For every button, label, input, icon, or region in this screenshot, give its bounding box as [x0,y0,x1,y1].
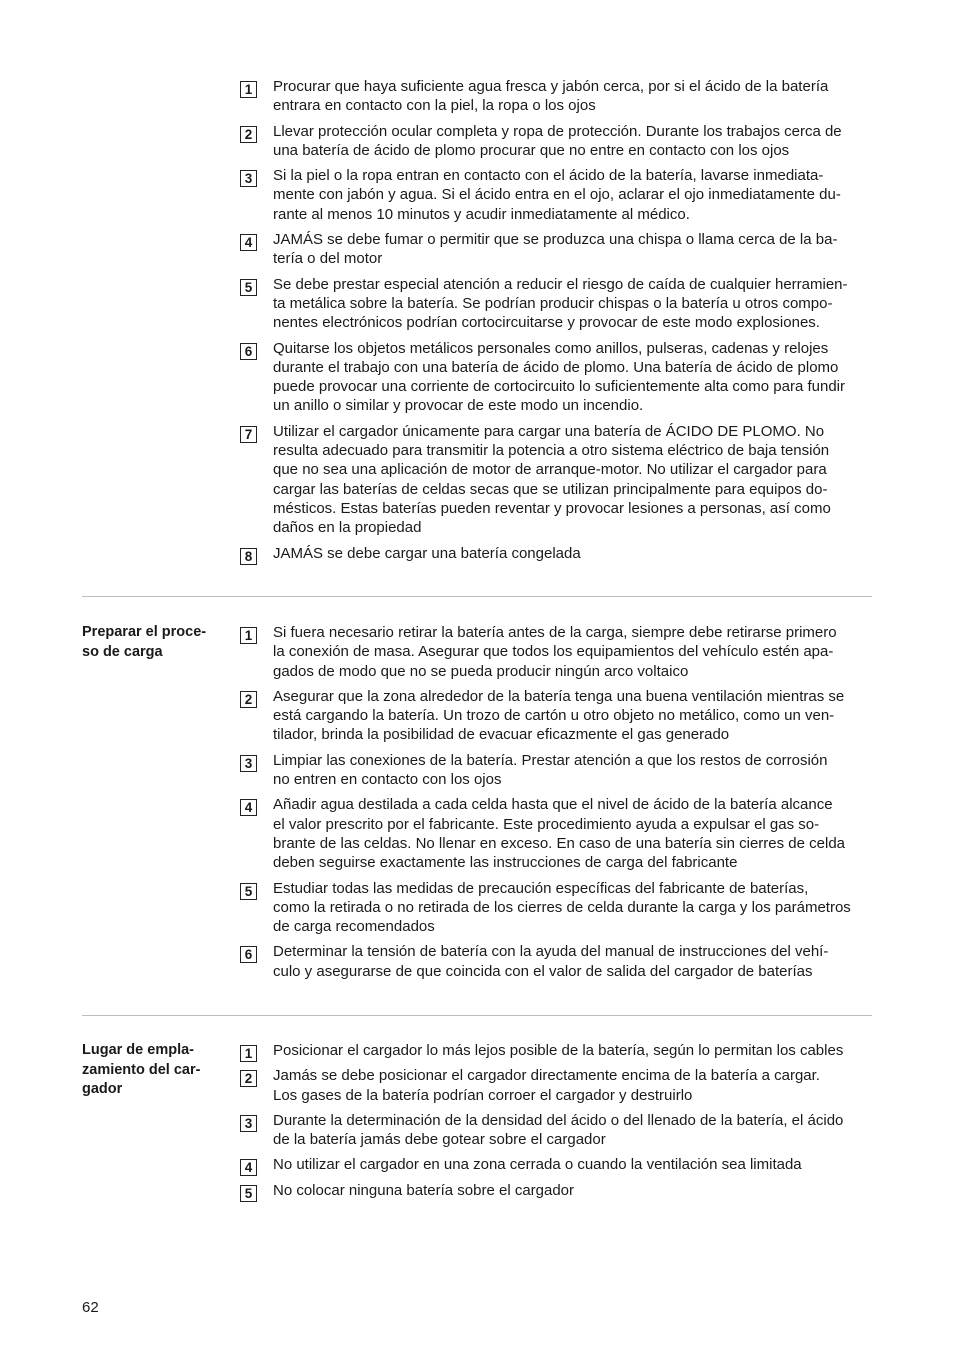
list-item [240,687,872,745]
item-number-box: 7 [240,426,257,443]
item-number-box: 6 [240,343,257,360]
list-item [240,795,872,872]
list-item [240,230,872,269]
item-number-box: 1 [240,1045,257,1062]
item-text: Durante la determinación de la densidad del ácido o del llenado de la batería, el ácido de la batería jamás debe gotear sobre el cargador [273,1111,844,1149]
item-number-box: 4 [240,1159,257,1176]
section-divider [82,1015,872,1016]
item-text: Posicionar el cargador lo más lejos posible de la batería, según lo permitan los cables [273,1042,844,1059]
item-text: No utilizar el cargador en una zona cerrada o cuando la ventilación sea limitada [273,1156,802,1174]
list-item [240,879,872,937]
item-number-box: 1 [240,81,257,98]
list-item [240,77,872,116]
item-text: Quitarse los objetos metálicos personales como anillos, pulseras, cadenas y relojes durante el trabajo con una batería de ácido de plomo. Una batería de ácido de plomo puede provocar una corriente de cortocircuito lo suficientemente alta como para fundir un anillo o similar y provocar de este modo un incendio. [273,339,845,415]
item-number-box: 3 [240,170,257,187]
item-number-box: 2 [240,691,257,708]
item-number-box: 6 [240,946,257,963]
list-item [240,1155,872,1174]
item-text: Limpiar las conexiones de la batería. Prestar atención a que los restos de corrosión no entren en contacto con los ojos [273,751,828,789]
item-text: Procurar que haya suficiente agua fresca y jabón cerca, por si el ácido de la batería entrara en contacto con la piel, la ropa o los ojos [273,78,829,115]
item-text: Llevar protección ocular completa y ropa de protección. Durante los trabajos cerca de una batería de ácido de plomo procurar que no entre en contacto con los ojos [273,122,842,159]
list-item [240,339,872,416]
item-number-box: 4 [240,234,257,251]
list-item [240,544,872,563]
item-text: Si la piel o la ropa entran en contacto con el ácido de la batería, lavarse inmediata- mente con jabón y agua. Si el ácido entra en el ojo, aclarar el ojo inmediatamente du- rante al menos 10 minutos y acudir inmediatamente al médico. [273,167,841,223]
item-text: Se debe prestar especial atención a reducir el riesgo de caída de cualquier herramien- ta metálica sobre la batería. Se podrían producir chispas o la batería u otros compo- nentes electrónicos podrían cortocircuitarse y provocar de este modo explosiones. [273,275,848,332]
item-number-box: 3 [240,755,257,772]
numbered-list [240,623,872,987]
page-number: 62 [82,1299,99,1316]
item-text: Si fuera necesario retirar la batería antes de la carga, siempre debe retirarse primero la conexión de masa. Asegurar que todos los equipamientos del vehículo estén apa- gados de modo que no se pueda producir ningún arco voltaico [273,624,837,680]
item-number-box: 5 [240,279,257,296]
section-heading: Preparar el proce- so de carga [82,624,207,660]
item-text: Utilizar el cargador únicamente para cargar una batería de ÁCIDO DE PLOMO. No resulta adecuado para transmitir la potencia a otro sistema eléctrico de baja tensión que no sea una aplicación de motor de arranque-motor. No utilizar el cargador para cargar las baterías de celdas secas que se utilizan principalmente para equipos do- mésticos. Estas baterías pueden reventar y provocar lesiones a personas, así como daños en la propiedad [273,422,831,537]
item-number-box: 2 [240,126,257,143]
list-item [240,942,872,981]
item-number-box: 5 [240,883,257,900]
item-text: Asegurar que la zona alrededor de la batería tenga una buena ventilación mientras se está cargando la batería. Un trozo de cartón u otro objeto no metálico, como un ven- tilador, brinda la posibilidad de evacuar eficazmente el gas generado [273,687,845,744]
item-text: Estudiar todas las medidas de precaución específicas del fabricante de baterías, como la retirada o no retirada de los cierres de celda durante la carga y los parámetros de carga recomendados [273,879,851,936]
item-text: Añadir agua destilada a cada celda hasta que el nivel de ácido de la batería alcance el valor prescrito por el fabricante. Este procedimiento ayuda a expulsar el gas so- brante de las celdas. No llenar en exceso. En caso de una batería sin cierres de celda deben seguirse exactamente las instrucciones de carga del fabricante [273,796,846,872]
item-number-box: 1 [240,627,257,644]
item-text: Jamás se debe posicionar el cargador directamente encima de la batería a cargar. Los gases de la batería podrían corroer el cargador y destruirlo [273,1067,820,1104]
list-item [240,275,872,333]
numbered-list [240,1041,872,1206]
list-item [240,166,872,224]
section-heading: Lugar de empla- zamiento del car- gador [82,1042,201,1097]
item-number-box: 4 [240,799,257,816]
item-text: No colocar ninguna batería sobre el cargador [273,1181,575,1199]
item-number-box: 3 [240,1115,257,1132]
list-item [240,1111,872,1150]
numbered-list [240,77,872,569]
list-item [240,1041,872,1060]
item-text: JAMÁS se debe fumar o permitir que se produzca una chispa o llama cerca de la ba- tería o del motor [273,231,838,268]
item-text: JAMÁS se debe cargar una batería congelada [273,544,581,562]
list-item [240,623,872,681]
list-item [240,751,872,790]
list-item [240,1181,872,1200]
item-number-box: 2 [240,1070,257,1087]
list-item [240,1066,872,1105]
item-number-box: 8 [240,548,257,565]
list-item [240,422,872,538]
list-item [240,122,872,161]
item-text: Determinar la tensión de batería con la ayuda del manual de instrucciones del vehí- culo y asegurarse de que coincida con el valor de salida del cargador de baterías [273,943,829,980]
section-divider [82,596,872,597]
item-number-box: 5 [240,1185,257,1202]
